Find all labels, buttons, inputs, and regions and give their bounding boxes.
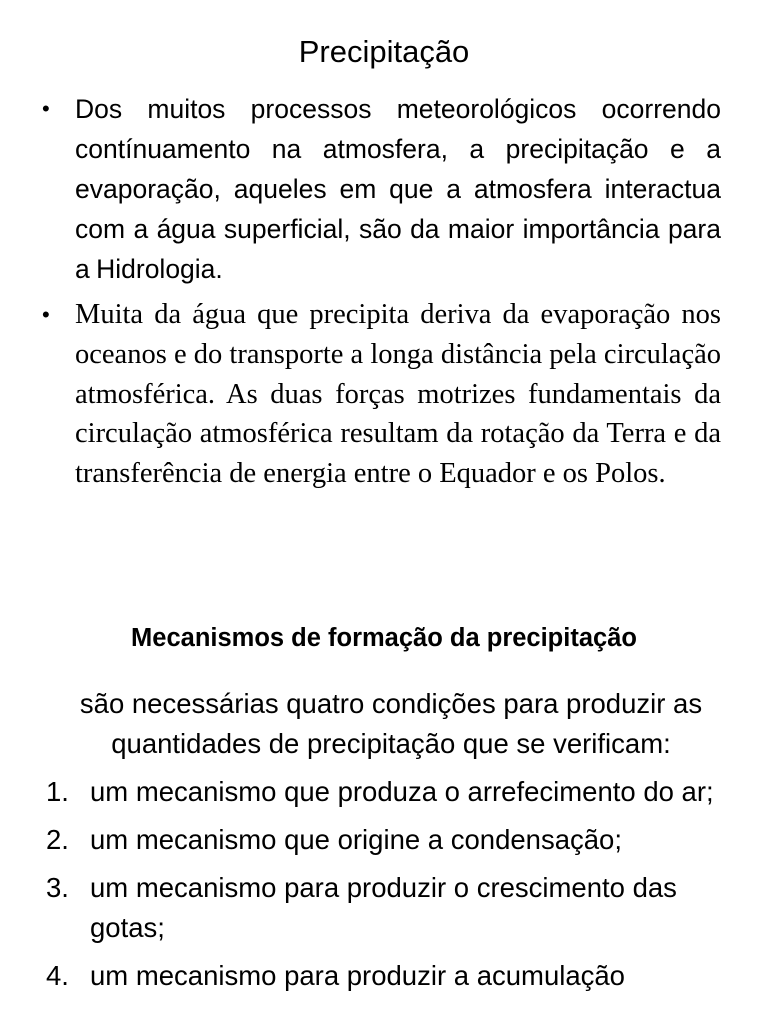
conditions-list [46, 772, 736, 1004]
bullet-marker: • [42, 302, 50, 327]
bullet-list [42, 89, 721, 494]
bullet-item [42, 295, 721, 494]
bullet-item [42, 89, 721, 289]
list-number: 1. [46, 776, 69, 807]
list-item-text: um mecanismo que origine a condensação; [90, 824, 622, 855]
document-title: Precipitação [298, 34, 470, 69]
list-item-text: um mecanismo para produzir o crescimento das gotas; [90, 872, 677, 943]
section-heading: Mecanismos de formação da precipitação [131, 624, 637, 652]
list-number: 2. [46, 824, 69, 855]
list-item-text: um mecanismo que produza o arrefecimento do ar; [90, 776, 714, 807]
list-item [46, 820, 736, 860]
list-item [46, 956, 736, 996]
list-item-text: um mecanismo para produzir a acumulação [90, 960, 625, 991]
list-number: 4. [46, 960, 69, 991]
list-number: 3. [46, 872, 69, 903]
bullet-text: Dos muitos processos meteorológicos ocorrendo contínuamento na atmosfera, a precipitação e a evaporação, aqueles em que a atmosfera interactua com a água superficial, são da maior importância para a Hidrologia. [75, 94, 721, 284]
list-item [46, 772, 736, 812]
bullet-text: Muita da água que precipita deriva da evaporação nos oceanos e do transporte a longa distância pela circulação atmosférica. As duas forças motrizes fundamentais da circulação atmosférica resultam da rotação da Terra e da transferência de energia entre o Equador e os Polos. [75, 299, 721, 490]
bullet-marker: • [42, 96, 50, 121]
intro-paragraph: são necessárias quatro condições para produzir as quantidades de precipitação que se verificam: [79, 688, 703, 759]
list-item [46, 868, 736, 948]
